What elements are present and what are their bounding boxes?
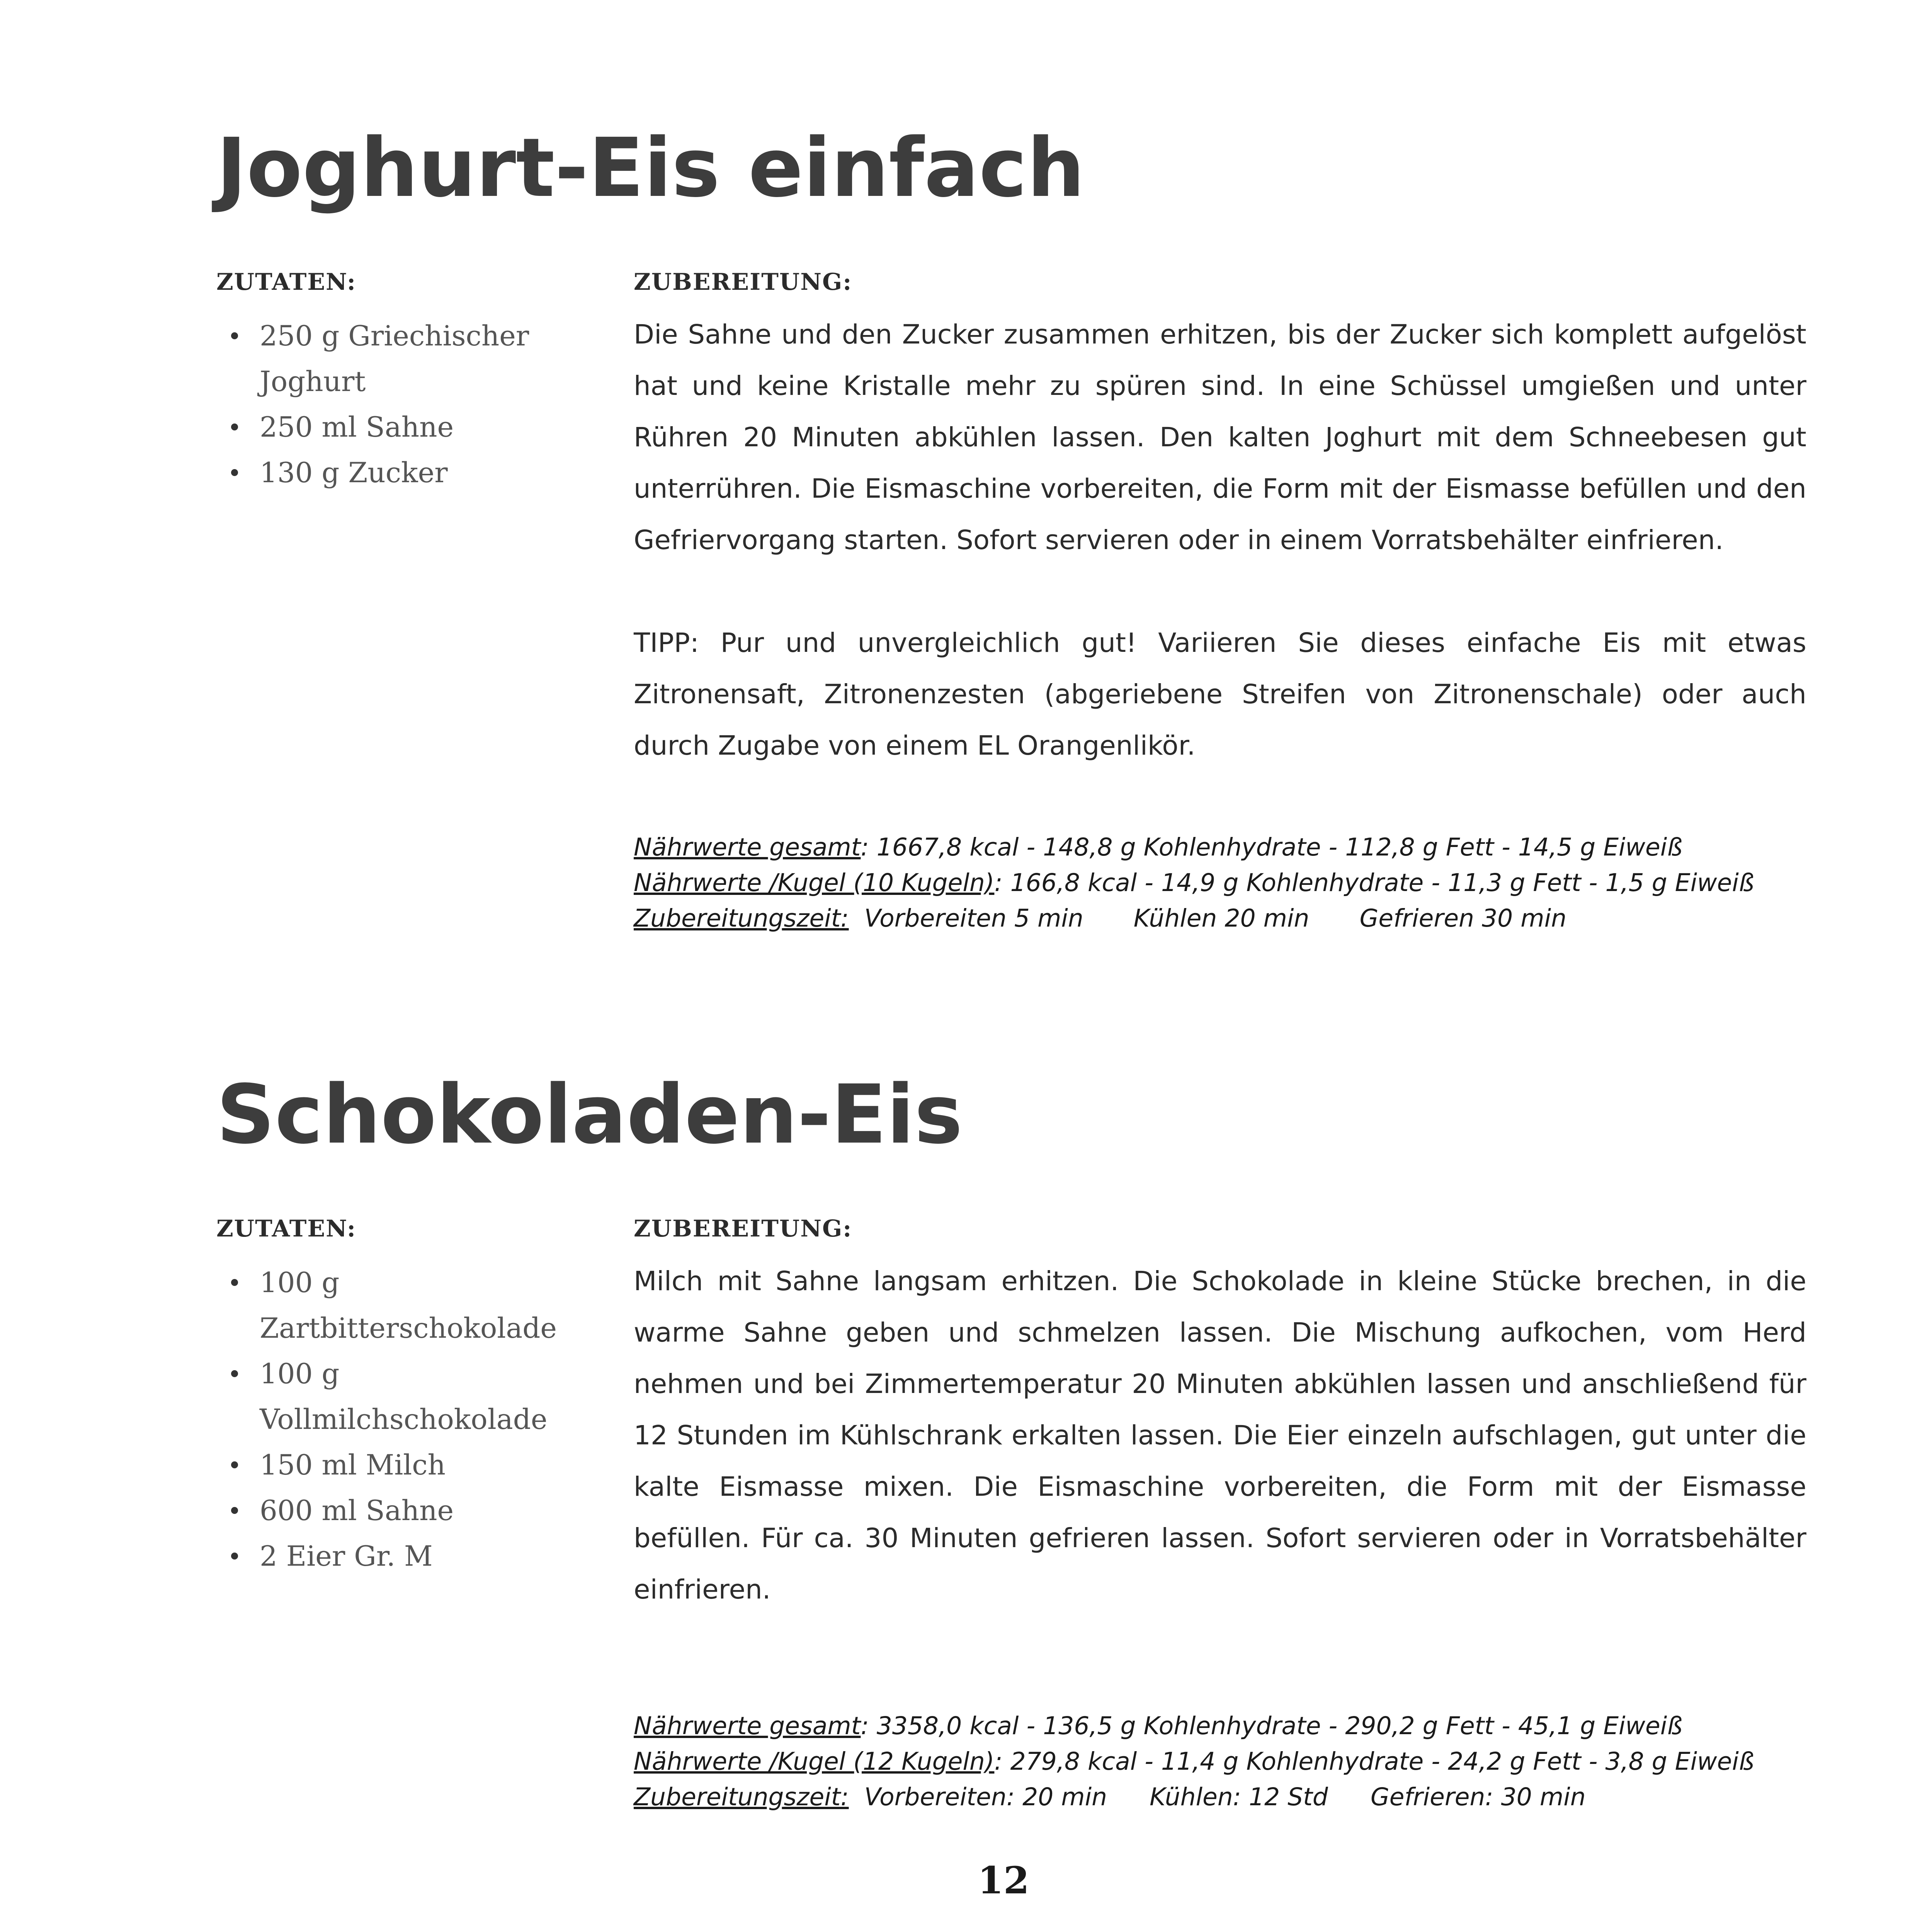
list-item: 150 ml Milch bbox=[216, 1442, 618, 1488]
recipe-schokoladen-eis bbox=[216, 1067, 1806, 1811]
time-prepare: Vorbereiten: 20 min bbox=[864, 1783, 1107, 1811]
time-prepare: Vorbereiten 5 min bbox=[864, 904, 1083, 932]
list-item: 100 g Vollmilchschokolade bbox=[216, 1351, 618, 1442]
list-item: 100 g Zartbitterschokolade bbox=[216, 1260, 618, 1351]
time-label: Zubereitungszeit: bbox=[634, 1783, 849, 1811]
nutrition-portion-label: Nährwerte /Kugel (12 Kugeln) bbox=[634, 1747, 995, 1776]
time-freeze: Gefrieren: 30 min bbox=[1370, 1783, 1586, 1811]
nutrition-total-label: Nährwerte gesamt bbox=[634, 833, 861, 861]
time-freeze: Gefrieren 30 min bbox=[1359, 904, 1567, 932]
ingredients-section bbox=[216, 1217, 618, 1579]
ingredients-list bbox=[216, 313, 618, 495]
nutrition-info bbox=[634, 1708, 1806, 1815]
preparation-text: Milch mit Sahne langsam erhitzen. Die Schokolade in kleine Stücke brechen, in die warme Sahne geben und schmelzen lassen. Die Mischung aufkochen, vom Herd nehmen und bei Zimmertemperatur 20 Minuten abkühlen lassen und anschließend für 12 Stunden im Kühlschrank erkalten lassen. Die Eier einzeln aufschlagen, gut unter die kalte Eismasse mixen. Die Eismaschine vorbereiten, die Form mit der Eismasse befüllen. Für ca. 30 Minuten gefrieren lassen. Sofort servieren oder in Vorratsbehälter einfrieren. bbox=[634, 1266, 1806, 1605]
list-item: 130 g Zucker bbox=[216, 450, 618, 495]
list-item: 2 Eier Gr. M bbox=[216, 1533, 618, 1579]
nutrition-total bbox=[634, 830, 1806, 865]
ingredients-section bbox=[216, 270, 618, 495]
ingredients-label: ZUTATEN: bbox=[216, 269, 356, 296]
time-cool: Kühlen 20 min bbox=[1133, 904, 1310, 932]
time-cool: Kühlen: 12 Std bbox=[1150, 1783, 1328, 1811]
preparation-time bbox=[634, 901, 1806, 936]
nutrition-info bbox=[634, 830, 1806, 936]
tip-text: TIPP: Pur und unvergleichlich gut! Variieren Sie dieses einfache Eis mit etwas Zitronensaft, Zitronenzesten (abgeriebene Streifen von Zitronenschale) oder auch durch Zugabe von einem EL Orangenlikör. bbox=[634, 628, 1806, 761]
recipe-title: Schokoladen-Eis bbox=[216, 1067, 963, 1162]
nutrition-total-value: : 3358,0 kcal - 136,5 g Kohlenhydrate - 290,2 g Fett - 45,1 g Eiweiß bbox=[861, 1712, 1682, 1740]
nutrition-portion-value: : 166,8 kcal - 14,9 g Kohlenhydrate - 11,3 g Fett - 1,5 g Eiweiß bbox=[994, 869, 1754, 897]
preparation-section bbox=[634, 270, 1806, 936]
nutrition-portion-label: Nährwerte /Kugel (10 Kugeln) bbox=[634, 869, 995, 897]
nutrition-portion-value: : 279,8 kcal - 11,4 g Kohlenhydrate - 24,2 g Fett - 3,8 g Eiweiß bbox=[994, 1747, 1754, 1776]
recipe-joghurt-eis bbox=[216, 121, 1806, 958]
nutrition-portion bbox=[634, 865, 1806, 901]
page-number: 12 bbox=[978, 1859, 1029, 1902]
nutrition-portion bbox=[634, 1744, 1806, 1779]
list-item: 600 ml Sahne bbox=[216, 1488, 618, 1533]
list-item: 250 g Griechischer Joghurt bbox=[216, 313, 618, 404]
time-label: Zubereitungszeit: bbox=[634, 904, 849, 932]
preparation-label: ZUBEREITUNG: bbox=[634, 269, 852, 296]
preparation-section bbox=[634, 1217, 1806, 1815]
preparation-time bbox=[634, 1779, 1806, 1815]
ingredients-label: ZUTATEN: bbox=[216, 1215, 356, 1242]
preparation-label: ZUBEREITUNG: bbox=[634, 1215, 852, 1242]
recipe-title: Joghurt-Eis einfach bbox=[216, 121, 1085, 215]
list-item: 250 ml Sahne bbox=[216, 404, 618, 450]
nutrition-total-label: Nährwerte gesamt bbox=[634, 1712, 861, 1740]
ingredients-list bbox=[216, 1260, 618, 1579]
preparation-text: Die Sahne und den Zucker zusammen erhitzen, bis der Zucker sich komplett aufgelöst hat und keine Kristalle mehr zu spüren sind. In eine Schüssel umgießen und unter Rühren 20 Minuten abkühlen lassen. Den kalten Joghurt mit dem Schneebesen gut unterrühren. Die Eismaschine vorbereiten, die Form mit der Eismasse befüllen und den Gefriervorgang starten. Sofort servieren oder in einem Vorratsbehälter einfrieren. bbox=[634, 319, 1806, 556]
nutrition-total-value: : 1667,8 kcal - 148,8 g Kohlenhydrate - 112,8 g Fett - 14,5 g Eiweiß bbox=[861, 833, 1682, 861]
nutrition-total bbox=[634, 1708, 1806, 1744]
